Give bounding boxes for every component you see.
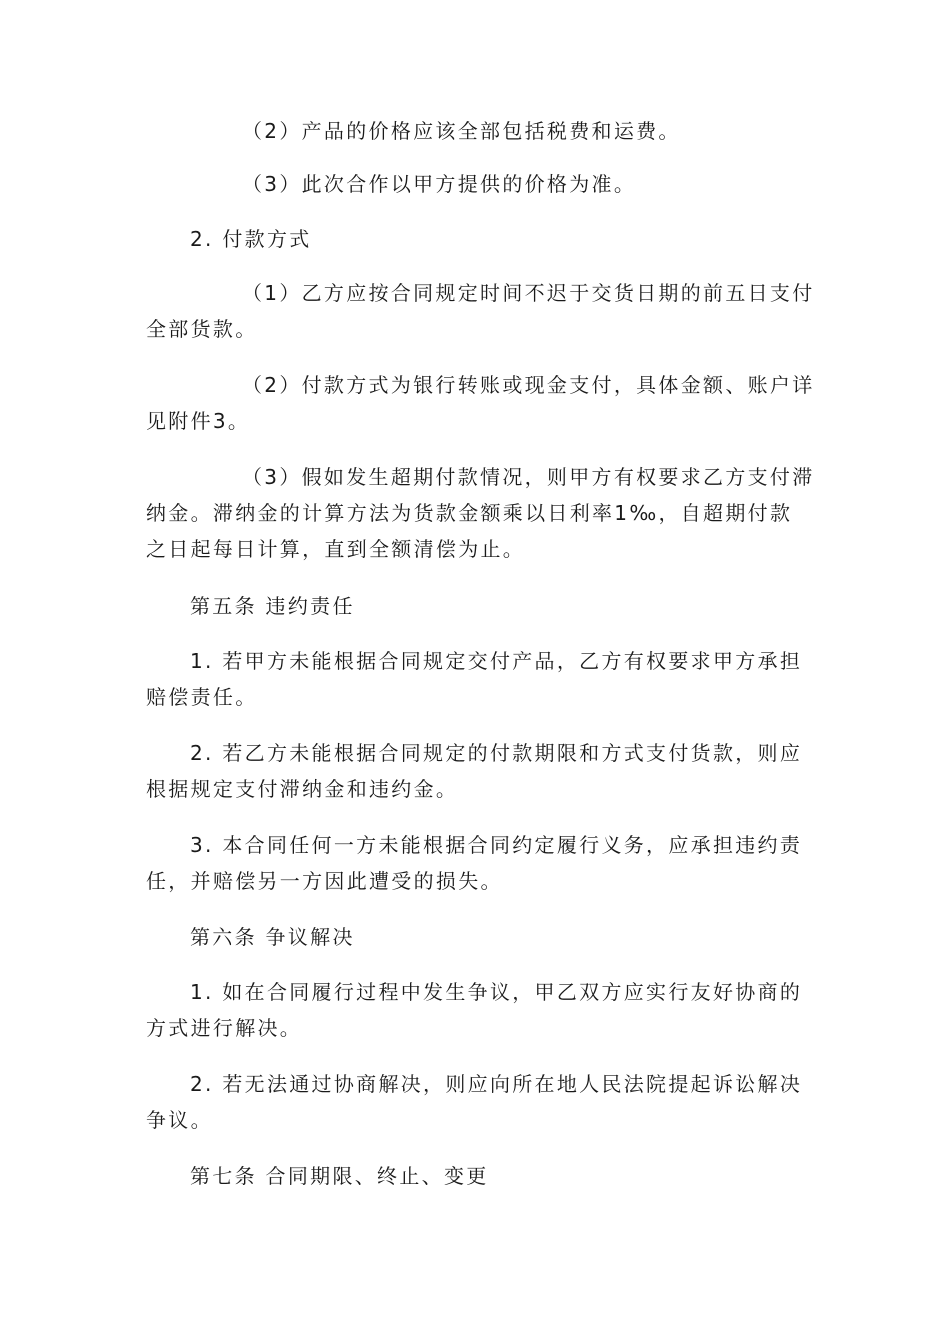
text-line: 1. 如在合同履行过程中发生争议，甲乙双方应实行友好协商的: [190, 980, 803, 1004]
text-line: 第六条 争议解决: [190, 925, 355, 949]
paragraph-dispute-litigation: [146, 1066, 806, 1138]
text-line: （3）此次合作以甲方提供的价格为准。: [242, 172, 637, 196]
text-line: 第五条 违约责任: [190, 594, 355, 618]
text-line: 方式进行解决。: [146, 1016, 303, 1040]
text-line: 赔偿责任。: [146, 685, 258, 709]
paragraph-price-tax: [146, 113, 681, 149]
heading-article-6: [146, 919, 355, 955]
text-line: 1. 若甲方未能根据合同规定交付产品，乙方有权要求甲方承担: [190, 649, 803, 673]
text-line: 2. 若乙方未能根据合同规定的付款期限和方式支付货款，则应: [190, 741, 803, 765]
text-line: 见附件3。: [146, 409, 251, 433]
text-line: 根据规定支付滞纳金和违约金。: [146, 777, 459, 801]
paragraph-liability-party-b: [146, 735, 806, 807]
text-line: 任，并赔偿另一方因此遭受的损失。: [146, 869, 503, 893]
text-line: （2）付款方式为银行转账或现金支付，具体金额、账户详: [242, 373, 815, 397]
text-line: 2. 付款方式: [190, 227, 312, 251]
paragraph-price-basis: [146, 166, 636, 202]
paragraph-late-fee: [146, 459, 815, 567]
heading-article-7: [146, 1158, 489, 1194]
paragraph-payment-deadline: [146, 275, 815, 347]
text-line: 3. 本合同任何一方未能根据合同约定履行义务，应承担违约责: [190, 833, 803, 857]
text-line: 争议。: [146, 1108, 213, 1132]
heading-payment-method: [146, 221, 312, 257]
text-line: 纳金。滞纳金的计算方法为货款金额乘以日利率1‰，自超期付款: [146, 501, 793, 525]
heading-article-5: [146, 588, 355, 624]
text-line: 2. 若无法通过协商解决，则应向所在地人民法院提起诉讼解决: [190, 1072, 803, 1096]
paragraph-liability-party-a: [146, 643, 806, 715]
text-line: 第七条 合同期限、终止、变更: [190, 1164, 489, 1188]
paragraph-dispute-negotiation: [146, 974, 806, 1046]
paragraph-liability-any-party: [146, 827, 806, 899]
text-line: 之日起每日计算，直到全额清偿为止。: [146, 537, 526, 561]
text-line: 全部货款。: [146, 317, 258, 341]
text-line: （1）乙方应按合同规定时间不迟于交货日期的前五日支付: [242, 281, 815, 305]
text-line: （3）假如发生超期付款情况，则甲方有权要求乙方支付滞: [242, 465, 815, 489]
paragraph-payment-channel: [146, 367, 815, 439]
text-line: （2）产品的价格应该全部包括税费和运费。: [242, 119, 681, 143]
